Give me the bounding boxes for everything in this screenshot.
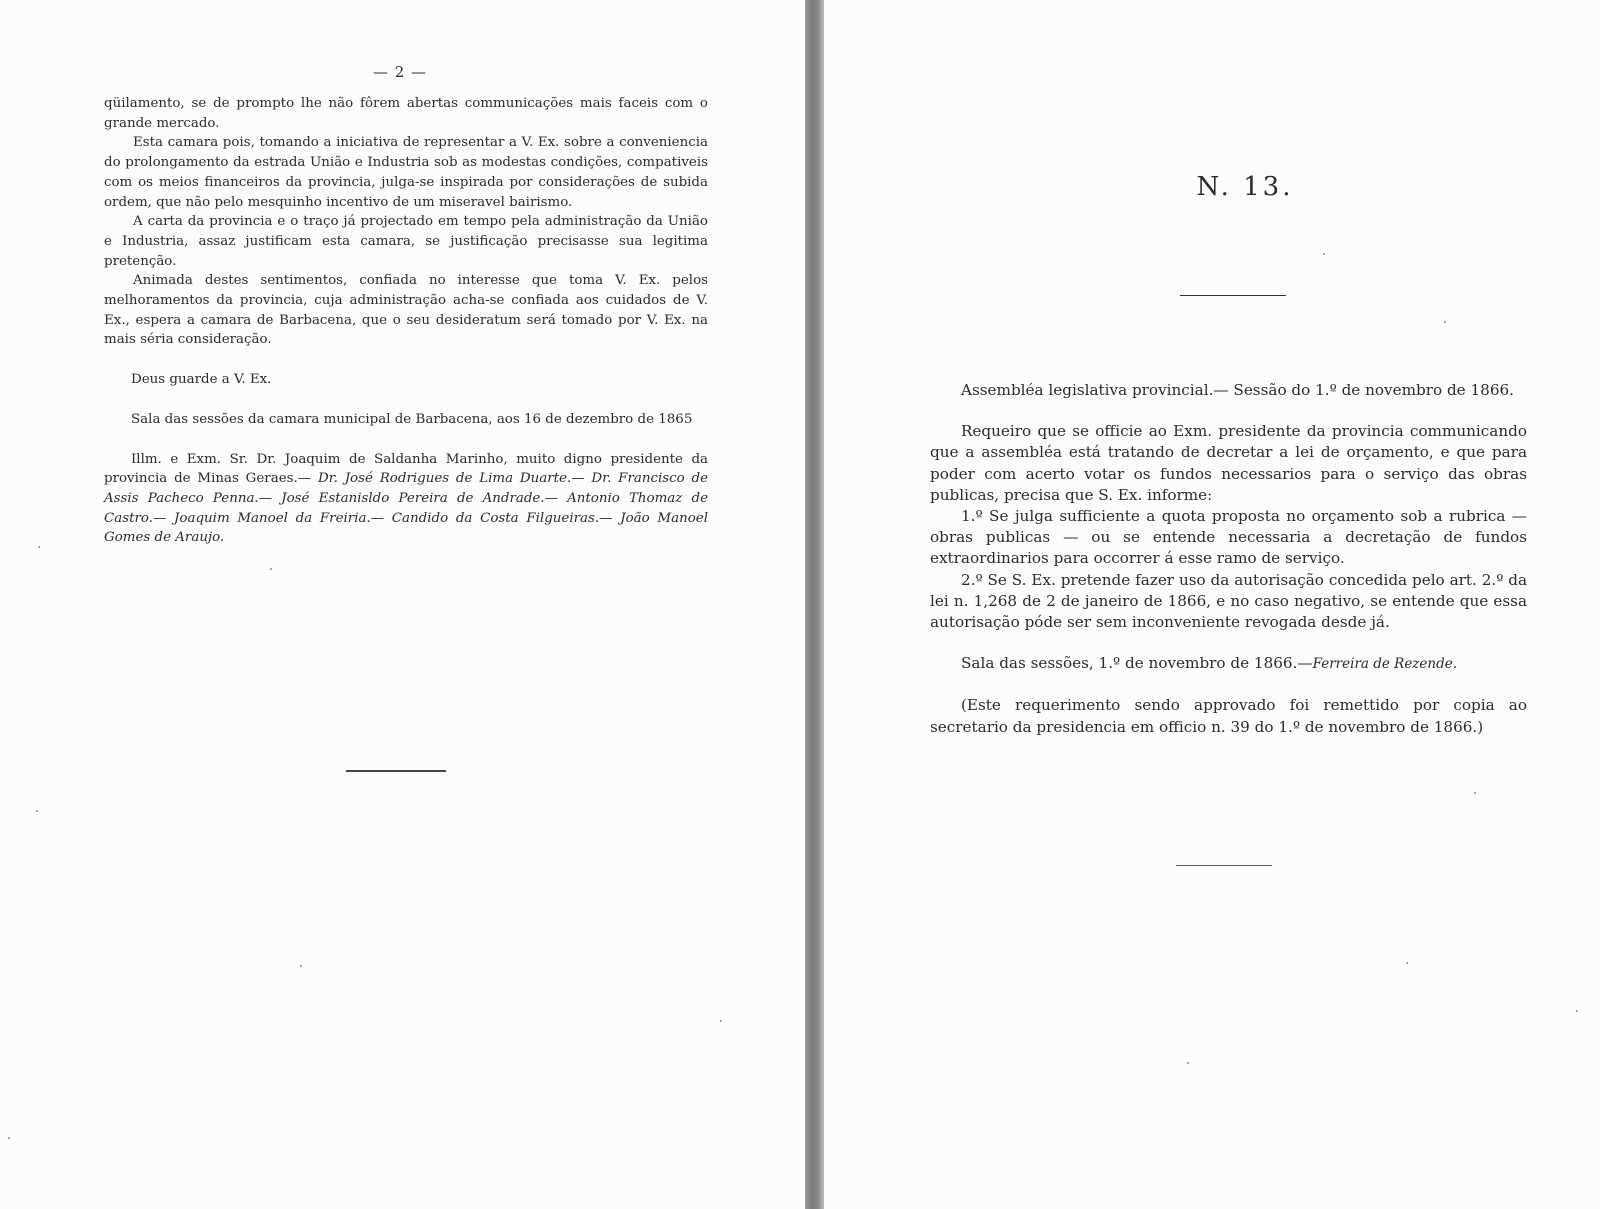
- paragraph-continuation: qüilamento, se de prompto lhe não fôrem abertas communicações mais faceis com o grande mercado.: [104, 96, 708, 131]
- scan-speck: [720, 1020, 722, 1022]
- paragraph: Esta camara pois, tomando a iniciativa de representar a V. Ex. sobre a conveniencia do prolongamento da estrada União e Industria sob as modestas condições, compativeis com os meios financeiros da provincia, julga-se inspirada por considerações de subida ordem, que não pelo mesquinho incentivo de um miseravel bairismo.: [104, 135, 708, 210]
- request-item-1: 1.º Se julga sufficiente a quota proposta no orçamento sob a rubrica — obras publicas — ou se entende necessaria a decretação de fundos extraordinarios para occorrer á esse ramo de serviço.: [930, 507, 1527, 568]
- addressee-and-signatures: [104, 450, 708, 549]
- page-number: — 2 —: [372, 63, 428, 81]
- paragraph: Animada destes sentimentos, confiada no interesse que toma V. Ex. pelos melhoramentos da provincia, cuja administração acha-se confiada aos cuidados de V. Ex., espera a camara de Barbacena, que o seu desideratum será tomado por V. Ex. na mais séria consideração.: [104, 273, 708, 348]
- scan-speck: [1323, 253, 1325, 255]
- approval-note: (Este requerimento sendo approvado foi remettido por copia ao secretario da presidencia em officio n. 39 do 1.º de novembro de 1866.): [930, 696, 1527, 736]
- session-heading: Assembléa legislativa provincial.— Sessão do 1.º de novembro de 1866.: [961, 381, 1514, 399]
- session-date: Sala das sessões, 1.º de novembro de 1866.—: [961, 654, 1313, 673]
- author-signature: Ferreira de Rezende.: [1312, 656, 1458, 673]
- scan-speck: [1576, 1010, 1578, 1012]
- right-text-column: [930, 380, 1527, 738]
- scan-speck: [1187, 1062, 1189, 1064]
- closing-greeting: Deus guarde a V. Ex.: [131, 372, 272, 388]
- book-gutter: [805, 0, 824, 1209]
- scan-speck: [300, 965, 302, 967]
- scan-speck: [270, 568, 272, 570]
- left-text-column: [104, 94, 708, 548]
- document-number: N. 13.: [1196, 172, 1294, 202]
- addressee: Illm. e Exm. Sr. Dr. Joaquim de Saldanha Marinho, muito digno presidente da provincia de Minas Geraes.: [104, 451, 708, 487]
- request-paragraph: Requeiro que se officie ao Exm. presidente da provincia communicando que a assembléa está tratando de decretar a lei de orçamento, e que para poder com acerto votar os fundos necessarios para o serviço das obras publicas, precisa que S. Ex. informe:: [930, 422, 1527, 504]
- request-item-2: 2.º Se S. Ex. pretende fazer uso da autorisação concedida pelo art. 2.º da lei n. 1,268 de 2 de janeiro de 1866, e no caso negativo, se entende que essa autorisação póde ser sem inconveniente revogada desde já.: [930, 570, 1527, 632]
- scan-speck: [36, 810, 38, 812]
- paragraph: A carta da provincia e o traço já projectado em tempo pela administração da União e Industria, assaz justificam esta camara, se justificação precisasse sua legitima pretenção.: [104, 214, 708, 269]
- signatories: — Dr. José Rodrigues de Lima Duarte.— Dr. Francisco de Assis Pacheco Penna.— José Estanisldo Pereira de Andrade.— Antonio Thomaz de Castro.— Joaquim Manoel da Freiria.— Candido da Costa Filgueiras.— João Manoel Gomes de Araujo.: [104, 471, 708, 546]
- place-date: Sala das sessões da camara municipal de Barbacena, aos 16 de dezembro de 1865: [131, 411, 693, 427]
- session-date-signature: [930, 653, 1527, 675]
- scan-speck: [8, 1137, 10, 1139]
- scan-speck: [38, 546, 40, 548]
- end-divider: [1176, 865, 1272, 866]
- scan-speck: [1474, 792, 1476, 794]
- scan-speck: [1444, 321, 1446, 323]
- scan-speck: [1406, 962, 1408, 964]
- section-divider: [346, 770, 446, 772]
- title-divider: [1180, 295, 1286, 296]
